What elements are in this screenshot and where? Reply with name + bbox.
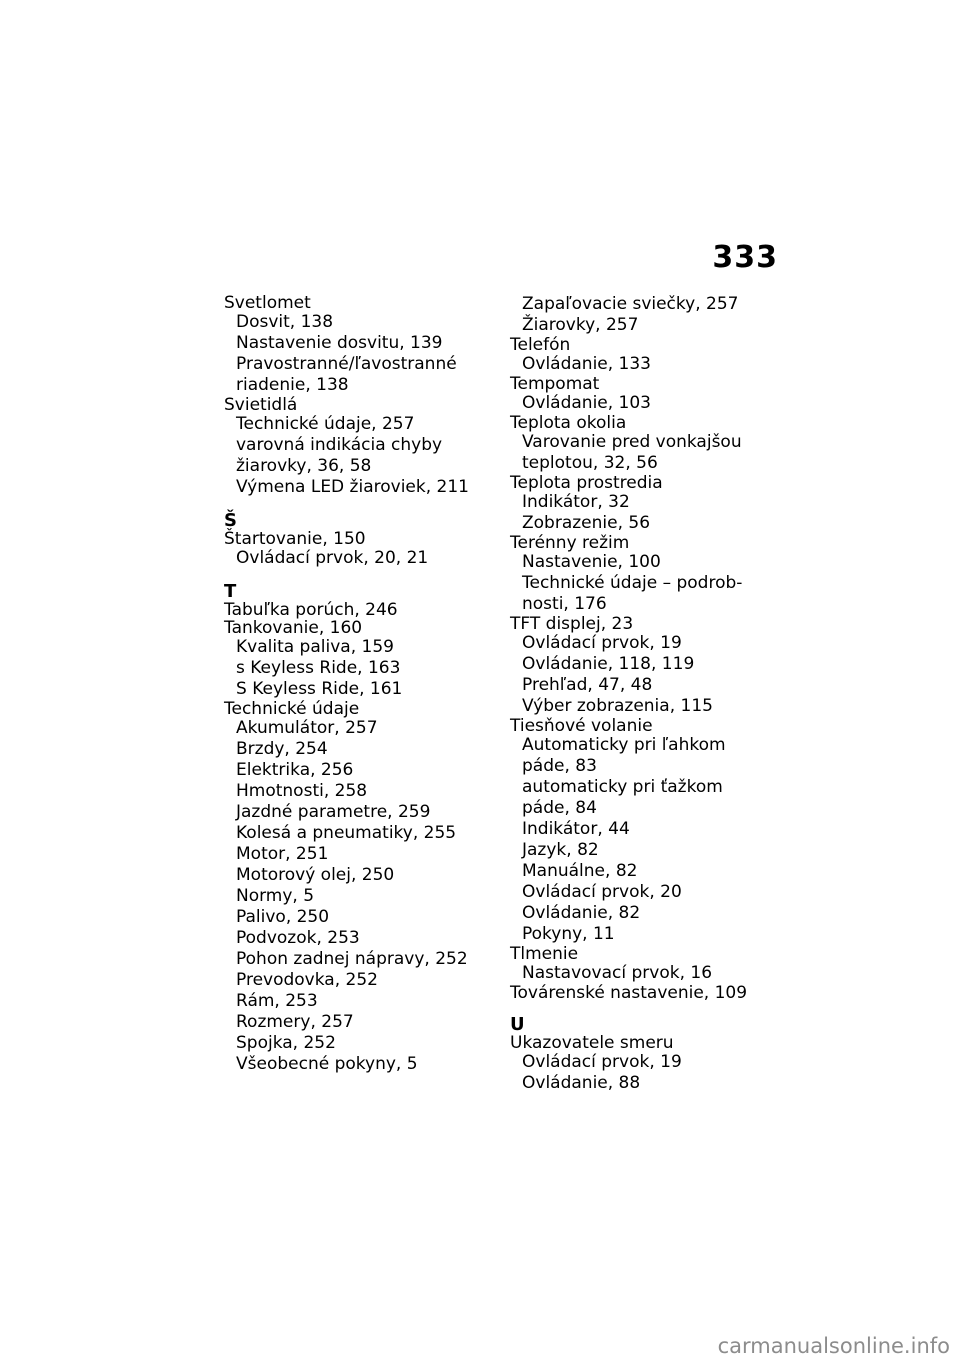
index-subentry: Žiarovky, 257 <box>522 315 639 335</box>
index-subentry: páde, 84 <box>522 798 597 818</box>
index-column-left <box>224 294 494 1075</box>
index-entry: Továrenské nastavenie, 109 <box>510 983 748 1003</box>
index-subentry: Ovládací prvok, 20 <box>522 882 682 902</box>
index-subentry: Výber zobrazenia, 115 <box>522 696 713 716</box>
index-subentry: Spojka, 252 <box>236 1033 336 1053</box>
index-section-letter: T <box>224 581 237 602</box>
index-entry: Tiesňové volanie <box>510 716 653 736</box>
index-entry: Telefón <box>510 335 571 355</box>
index-entry: Ukazovatele smeru <box>510 1033 674 1053</box>
index-subentry: Technické údaje – podrob- <box>522 573 743 593</box>
index-subentry: Ovládanie, 133 <box>522 354 652 374</box>
index-entry: TFT displej, 23 <box>510 614 634 634</box>
index-subentry: Ovládací prvok, 19 <box>522 633 682 653</box>
index-subentry: Pokyny, 11 <box>522 924 615 944</box>
index-entry: Tempomat <box>510 374 600 394</box>
index-subentry: Motorový olej, 250 <box>236 865 395 885</box>
index-subentry: Pravostranné/ľavostranné <box>236 354 457 374</box>
index-entry: Svietidlá <box>224 395 298 415</box>
index-subentry: Ovládací prvok, 19 <box>522 1052 682 1072</box>
index-subentry: Palivo, 250 <box>236 907 330 927</box>
index-subentry: Kolesá a pneumatiky, 255 <box>236 823 457 843</box>
index-subentry: Pohon zadnej nápravy, 252 <box>236 949 468 969</box>
index-entry: Terénny režim <box>510 533 630 553</box>
index-column-right <box>510 294 780 1094</box>
index-subentry: Jazyk, 82 <box>522 840 599 860</box>
index-subentry: Normy, 5 <box>236 886 315 906</box>
index-subentry: Ovládanie, 88 <box>522 1073 641 1093</box>
index-subentry: Indikátor, 44 <box>522 819 630 839</box>
index-subentry: Indikátor, 32 <box>522 492 630 512</box>
index-subentry: Zobrazenie, 56 <box>522 513 651 533</box>
index-entry: Teplota okolia <box>510 413 627 433</box>
index-subentry: riadenie, 138 <box>236 375 349 395</box>
index-subentry: Všeobecné pokyny, 5 <box>236 1054 418 1074</box>
index-subentry: páde, 83 <box>522 756 597 776</box>
index-subentry: Manuálne, 82 <box>522 861 638 881</box>
index-section-letter: U <box>510 1014 525 1035</box>
index-subentry: Ovládanie, 103 <box>522 393 652 413</box>
index-subentry: Ovládací prvok, 20, 21 <box>236 548 429 568</box>
index-subentry: Nastavenie dosvitu, 139 <box>236 333 443 353</box>
index-subentry: Dosvit, 138 <box>236 312 334 332</box>
index-subentry: Varovanie pred vonkajšou <box>522 432 742 452</box>
index-entry: Tabuľka porúch, 246 <box>224 600 398 620</box>
index-subentry: Prevodovka, 252 <box>236 970 378 990</box>
index-section-letter: Š <box>224 510 237 531</box>
index-entry: Štartovanie, 150 <box>224 529 366 549</box>
index-subentry: Rozmery, 257 <box>236 1012 354 1032</box>
index-subentry: Automaticky pri ľahkom <box>522 735 726 755</box>
index-subentry: teplotou, 32, 56 <box>522 453 658 473</box>
index-subentry: Elektrika, 256 <box>236 760 354 780</box>
index-subentry: Jazdné parametre, 259 <box>236 802 431 822</box>
index-entry: Tankovanie, 160 <box>224 618 363 638</box>
index-subentry: automaticky pri ťažkom <box>522 777 723 797</box>
index-subentry: Nastavovací prvok, 16 <box>522 963 713 983</box>
index-subentry: Akumulátor, 257 <box>236 718 378 738</box>
index-subentry: Nastavenie, 100 <box>522 552 661 572</box>
index-subentry: Motor, 251 <box>236 844 329 864</box>
index-subentry: nosti, 176 <box>522 594 607 614</box>
index-entry: Tlmenie <box>510 944 579 964</box>
index-entry: Teplota prostredia <box>510 473 663 493</box>
index-subentry: S Keyless Ride, 161 <box>236 679 403 699</box>
index-subentry: Brzdy, 254 <box>236 739 328 759</box>
index-subentry: Prehľad, 47, 48 <box>522 675 653 695</box>
index-subentry: Kvalita paliva, 159 <box>236 637 394 657</box>
index-subentry: varovná indikácia chyby <box>236 435 443 455</box>
index-subentry: Rám, 253 <box>236 991 318 1011</box>
index-subentry: Výmena LED žiaroviek, 211 <box>236 477 469 497</box>
index-subentry: Ovládanie, 118, 119 <box>522 654 695 674</box>
index-subentry: Zapaľovacie sviečky, 257 <box>522 294 739 314</box>
index-subentry: Podvozok, 253 <box>236 928 360 948</box>
index-subentry: Hmotnosti, 258 <box>236 781 368 801</box>
index-entry: Svetlomet <box>224 293 311 313</box>
index-subentry: Ovládanie, 82 <box>522 903 641 923</box>
index-subentry: Technické údaje, 257 <box>236 414 415 434</box>
index-subentry: s Keyless Ride, 163 <box>236 658 401 678</box>
index-subentry: žiarovky, 36, 58 <box>236 456 372 476</box>
watermark: carmanualsonline.info <box>717 1334 950 1358</box>
index-entry: Technické údaje <box>224 699 360 719</box>
page-number: 333 <box>712 240 778 275</box>
